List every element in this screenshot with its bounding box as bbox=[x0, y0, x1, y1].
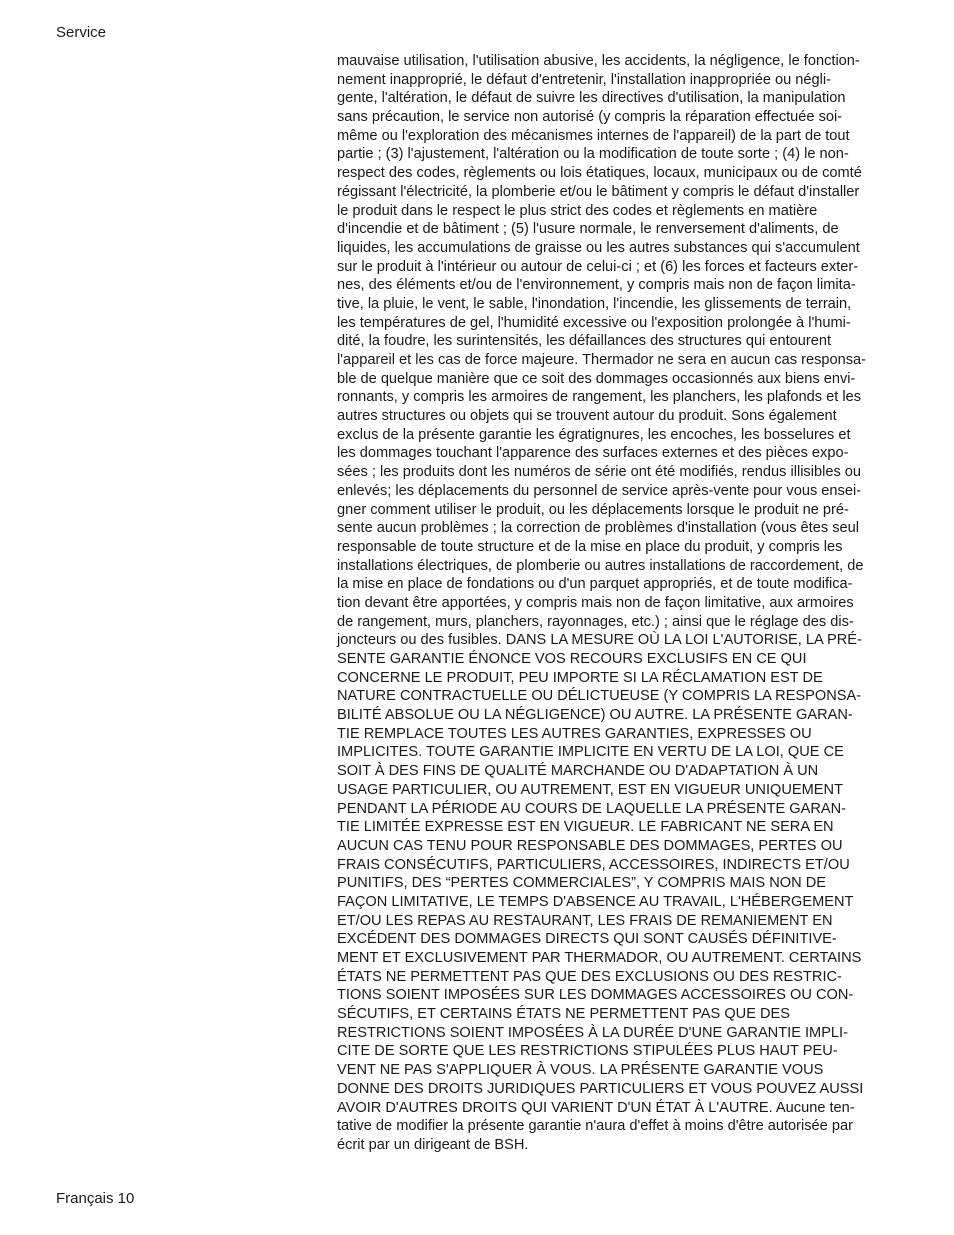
body-text-line: exclus de la présente garantie les égratignures, les encoches, les bosselures et bbox=[337, 426, 851, 443]
body-text-line: joncteurs ou des fusibles. DANS LA MESURE OÙ LA LOI L'AUTORISE, LA PRÉ- bbox=[337, 632, 862, 649]
body-text-line: partie ; (3) l'ajustement, l'altération ou la modification de toute sorte ; (4) le non- bbox=[337, 146, 849, 163]
body-text-line: nes, des éléments et/ou de l'environnement, y compris mais non de façon limita- bbox=[337, 277, 856, 294]
body-text-line: SÉCUTIFS, ET CERTAINS ÉTATS NE PERMETTENT PAS QUE DES bbox=[337, 1006, 791, 1023]
body-text-line: la mise en place de fondations ou d'un parquet appropriés, et de toute modifica- bbox=[337, 576, 853, 593]
body-text-line: RESTRICTIONS SOIENT IMPOSÉES À LA DURÉE D'UNE GARANTIE IMPLI- bbox=[337, 1024, 848, 1041]
body-text-line: USAGE PARTICULIER, OU AUTREMENT, EST EN VIGUEUR UNIQUEMENT bbox=[337, 781, 843, 798]
body-text-line: SENTE GARANTIE ÉNONCE VOS RECOURS EXCLUSIFS EN CE QUI bbox=[337, 651, 807, 667]
body-text-line: sente aucun problèmes ; la correction de problèmes d'installation (vous êtes seul bbox=[337, 520, 859, 537]
body-text-line: l'appareil et les cas de force majeure. Thermador ne sera en aucun cas responsa- bbox=[337, 352, 866, 368]
body-text-line: ÉTATS NE PERMETTENT PAS QUE DES EXCLUSIONS OU DES RESTRIC- bbox=[337, 968, 842, 985]
body-text-line: FAÇON LIMITATIVE, LE TEMPS D'ABSENCE AU TRAVAIL, L'HÉBERGEMENT bbox=[337, 893, 854, 910]
body-text-line: le produit dans le respect le plus strict des codes et règlements en matière bbox=[337, 202, 818, 219]
body-text-line: ET/OU LES REPAS AU RESTAURANT, LES FRAIS DE REMANIEMENT EN bbox=[337, 912, 833, 929]
body-text-line: mauvaise utilisation, l'utilisation abusive, les accidents, la négligence, le fonction- bbox=[337, 53, 860, 69]
warranty-body-text bbox=[337, 52, 902, 1155]
page-header-section-title: Service bbox=[56, 24, 107, 41]
body-text-line: EXCÉDENT DES DOMMAGES DIRECTS QUI SONT CAUSÉS DÉFINITIVE- bbox=[337, 931, 837, 948]
body-text-line: TIE LIMITÉE EXPRESSE EST EN VIGUEUR. LE FABRICANT NE SERA EN bbox=[337, 819, 834, 836]
body-text-line: sées ; les produits dont les numéros de série ont été modifiés, rendus illisibles ou bbox=[337, 464, 862, 481]
body-text-line: tative de modifier la présente garantie n'aura d'effet à moins d'être autorisée par bbox=[337, 1118, 853, 1135]
body-text-line: ble de quelque manière que ce soit des dommages occasionnés aux biens envi- bbox=[337, 370, 856, 387]
body-text-line: TIONS SOIENT IMPOSÉES SUR LES DOMMAGES ACCESSOIRES OU CON- bbox=[337, 987, 854, 1004]
body-text-line: CITE DE SORTE QUE LES RESTRICTIONS STIPULÉES PLUS HAUT PEU- bbox=[337, 1043, 838, 1060]
body-text-line: les températures de gel, l'humidité excessive ou l'exposition prolongée à l'humi- bbox=[337, 314, 851, 331]
body-text-line: FRAIS CONSÉCUTIFS, PARTICULIERS, ACCESSOIRES, INDIRECTS ET/OU bbox=[337, 856, 850, 873]
body-text-line: PENDANT LA PÉRIODE AU COURS DE LAQUELLE LA PRÉSENTE GARAN- bbox=[337, 800, 847, 817]
body-text-line: AVOIR D'AUTRES DROITS QUI VARIENT D'UN ÉTAT À L'AUTRE. Aucune ten- bbox=[337, 1099, 855, 1116]
body-text-line: même ou l'exploration des mécanismes internes de l'appareil) de la part de tout bbox=[337, 127, 850, 144]
body-text-line: régissant l'électricité, la plomberie et/ou le bâtiment y compris le défaut d'installer bbox=[337, 183, 860, 200]
body-text-line: d'incendie et de bâtiment ; (5) l'usure normale, le renversement d'aliments, de bbox=[337, 221, 839, 238]
body-text-line: VENT NE PAS S'APPLIQUER À VOUS. LA PRÉSENTE GARANTIE VOUS bbox=[337, 1062, 824, 1079]
body-text-line: liquides, les accumulations de graisse ou les autres substances qui s'accumulent bbox=[337, 239, 860, 256]
body-text-line: BILITÉ ABSOLUE OU LA NÉGLIGENCE) OU AUTRE. LA PRÉSENTE GARAN- bbox=[337, 707, 853, 724]
body-text-line: autres structures ou objets qui se trouvent autour du produit. Sons également bbox=[337, 408, 837, 425]
body-text-line: tive, la pluie, le vent, le sable, l'inondation, l'incendie, les glissements de terrain, bbox=[337, 295, 852, 312]
body-text-line: dité, la foudre, les surintensités, les défaillances des structures qui entourent bbox=[337, 333, 832, 350]
body-text-line: installations électriques, de plomberie ou autres installations de raccordement, de bbox=[337, 557, 864, 574]
body-text-line: les dommages touchant l'apparence des surfaces externes et des pièces expo- bbox=[337, 445, 849, 462]
body-text-line: TIE REMPLACE TOUTES LES AUTRES GARANTIES, EXPRESSES OU bbox=[337, 725, 812, 742]
body-text-line: DONNE DES DROITS JURIDIQUES PARTICULIERS ET VOUS POUVEZ AUSSI bbox=[337, 1080, 864, 1097]
body-text-line: nement inapproprié, le défaut d'entretenir, l'installation inappropriée ou négli- bbox=[337, 71, 831, 88]
body-text-line: gner comment utiliser le produit, ou les déplacements lorsque le produit ne pré- bbox=[337, 501, 849, 518]
body-text-line: gente, l'altération, le défaut de suivre les directives d'utilisation, la manipulation bbox=[337, 90, 846, 107]
body-text-line: sans précaution, le service non autorisé (y compris la réparation effectuée soi- bbox=[337, 109, 843, 126]
body-text-line: SOIT À DES FINS DE QUALITÉ MARCHANDE OU D'ADAPTATION À UN bbox=[337, 763, 819, 780]
page-footer-page-number: Français 10 bbox=[56, 1190, 135, 1207]
body-text-line: IMPLICITES. TOUTE GARANTIE IMPLICITE EN VERTU DE LA LOI, QUE CE bbox=[337, 744, 844, 761]
body-text-line: MENT ET EXCLUSIVEMENT PAR THERMADOR, OU AUTREMENT. CERTAINS bbox=[337, 950, 862, 966]
body-text-line: AUCUN CAS TENU POUR RESPONSABLE DES DOMMAGES, PERTES OU bbox=[337, 837, 843, 854]
body-text-line: PUNITIFS, DES “PERTES COMMERCIALES”, Y COMPRIS MAIS NON DE bbox=[337, 875, 826, 892]
body-text-line: de rangement, murs, planchers, rayonnages, etc.) ; ainsi que le réglage des dis- bbox=[337, 613, 854, 630]
body-text-line: respect des codes, règlements ou lois étatiques, locaux, municipaux ou de comté bbox=[337, 165, 862, 182]
body-text-line: CONCERNE LE PRODUIT, PEU IMPORTE SI LA RÉCLAMATION EST DE bbox=[337, 669, 823, 686]
body-text-line: ronnants, y compris les armoires de rangement, les planchers, les plafonds et les bbox=[337, 389, 862, 406]
body-text-line: sur le produit à l'intérieur ou autour de celui-ci ; et (6) les forces et facteurs exter- bbox=[337, 258, 859, 275]
body-text-line: enlevés; les déplacements du personnel de service après-vente pour vous ensei- bbox=[337, 482, 862, 499]
body-text-line: NATURE CONTRACTUELLE OU DÉLICTUEUSE (Y COMPRIS LA RESPONSA- bbox=[337, 688, 862, 705]
body-text-line: tion devant être apportées, y compris mais non de façon limitative, aux armoires bbox=[337, 594, 854, 611]
body-text-line: responsable de toute structure et de la mise en place du produit, y compris les bbox=[337, 538, 843, 555]
body-text-line: écrit par un dirigeant de BSH. bbox=[337, 1136, 529, 1153]
